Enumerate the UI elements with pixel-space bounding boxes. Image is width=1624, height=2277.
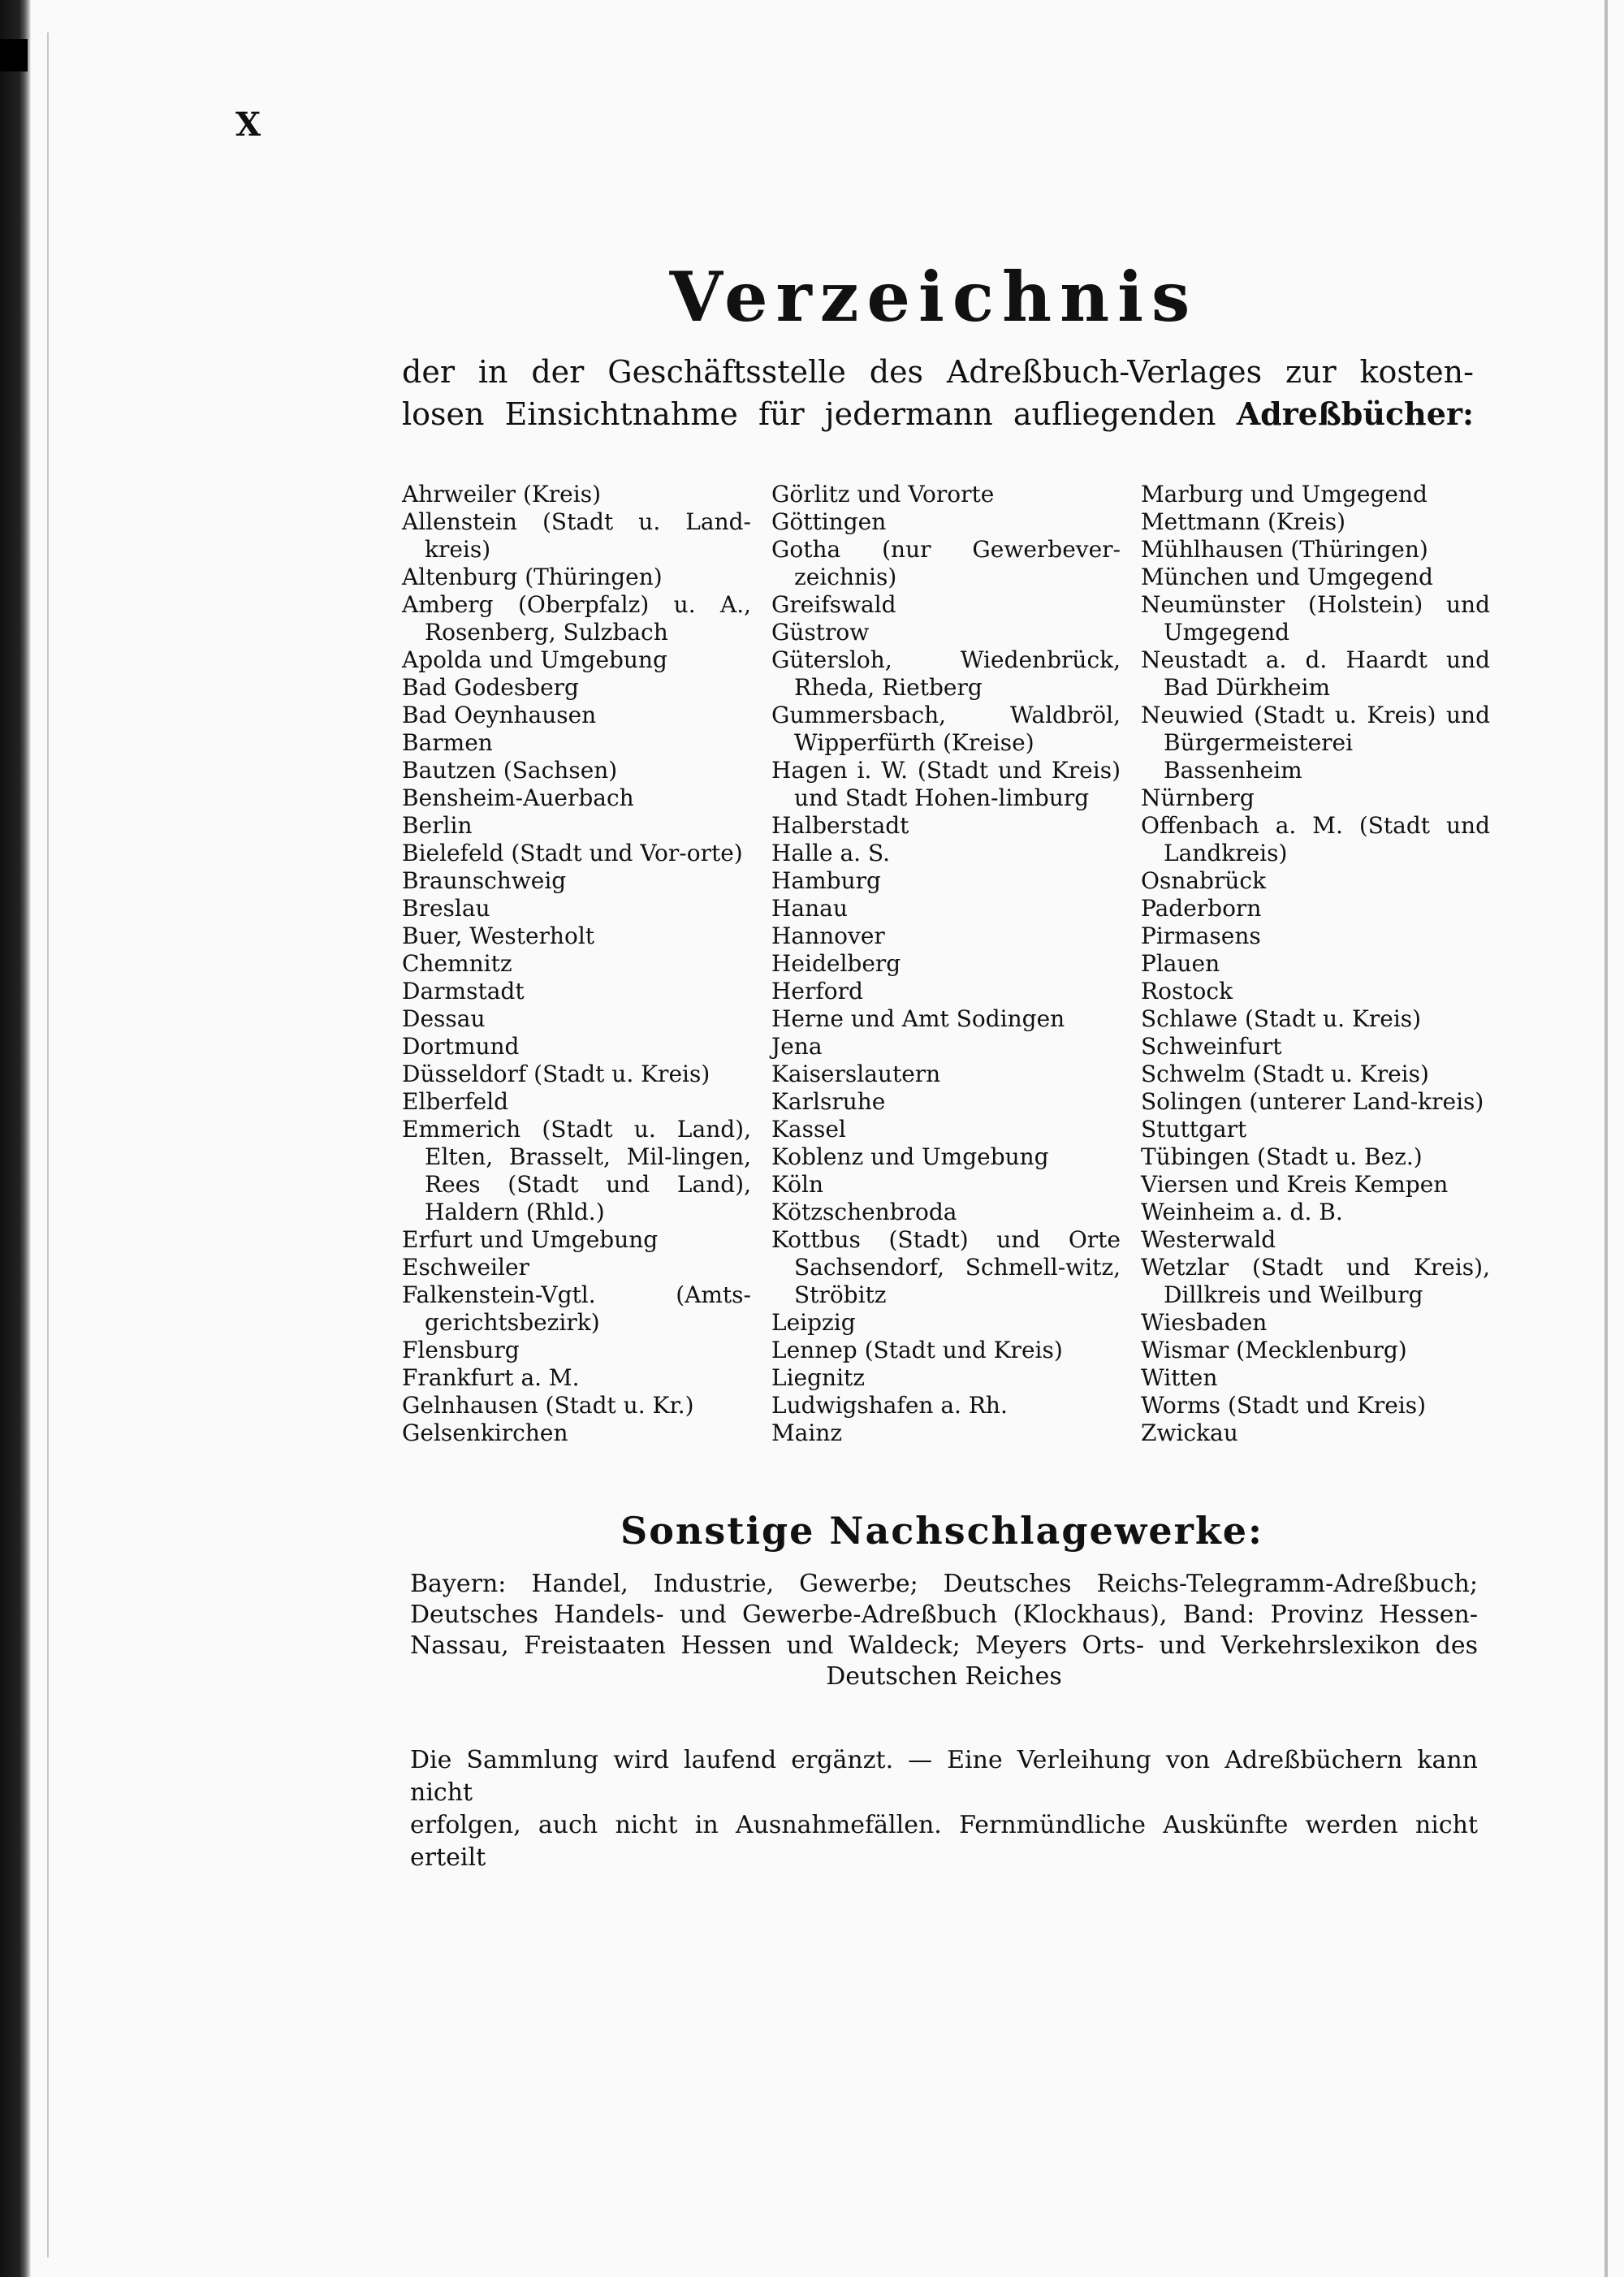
directory-entry: Viersen und Kreis Kempen [1141,1171,1449,1198]
directory-entry: Pirmasens [1141,922,1261,949]
directory-entry: Witten [1141,1364,1218,1391]
directory-entry: Darmstadt [402,978,525,1005]
directory-entry: Kötzschenbroda [771,1199,957,1225]
directory-entry: Nürnberg [1141,784,1255,811]
directory-entry: Neustadt a. d. Haardt und Bad Dürkheim [1141,646,1490,701]
directory-entry: München und Umgegend [1141,564,1433,590]
directory-entry: Kaiserslautern [771,1061,941,1087]
page-number: X [235,106,263,144]
directory-entry: Hamburg [771,867,881,894]
directory-entry: Erfurt und Umgebung [402,1226,659,1253]
directory-entry: Mettmann (Kreis) [1141,508,1345,535]
directory-entry: Bensheim-Auerbach [402,784,634,811]
directory-entry: Jena [771,1033,823,1060]
directory-entry: Göttingen [771,508,887,535]
directory-entry: Güstrow [771,619,870,646]
directory-entry: Elberfeld [402,1088,509,1115]
page-title: Verzeichnis [669,257,1199,337]
directory-entry: Görlitz und Vororte [771,481,995,508]
directory-entry: Bad Godesberg [402,674,579,701]
directory-entry: Amberg (Oberpfalz) u. A., Rosenberg, Sulzbach [402,591,751,646]
directory-entry: Gelnhausen (Stadt u. Kr.) [402,1392,694,1419]
directory-entry: Karlsruhe [771,1088,886,1115]
directory-entry: Dessau [402,1005,486,1032]
directory-entry: Flensburg [402,1337,520,1363]
directory-entry: Paderborn [1141,895,1262,922]
directory-entry: Greifswald [771,591,896,618]
directory-entry: Offenbach a. M. (Stadt und Landkreis) [1141,812,1490,866]
directory-entry: Westerwald [1141,1226,1276,1253]
directory-entry: Kassel [771,1116,846,1143]
subtitle-emphasis: Adreßbücher: [1236,395,1474,432]
directory-entry: Rostock [1141,978,1233,1005]
directory-entry: Tübingen (Stadt u. Bez.) [1141,1143,1423,1170]
other-works-text: Bayern: Handel, Industrie, Gewerbe; Deutsches Reichs-Telegramm-Adreßbuch; Deutsches Handels- und Gewerbe-Adreßbuch (Klockhaus), Band: Provinz Hessen-Nassau, Freistaaten Hessen und Waldeck; Meyers Orts- und Verkehrslexikon des Deutschen Reiches [410,1570,1478,1691]
directory-entry: Gummersbach, Waldbröl, Wipperfürth (Kreise) [771,702,1121,756]
directory-entry: Marburg und Umgegend [1141,481,1427,508]
directory-entry: Kottbus (Stadt) und Orte Sachsendorf, Schmell-witz, Ströbitz [771,1226,1121,1308]
directory-entry: Berlin [402,812,473,839]
directory-entry: Hannover [771,922,885,949]
directory-entry: Köln [771,1171,824,1198]
footer-note-line-1: Die Sammlung wird laufend ergänzt. — Eine Verleihung von Adreßbüchern kann nicht [410,1746,1478,1807]
directory-entry: Breslau [402,895,490,922]
directory-entry: Gütersloh, Wiedenbrück, Rheda, Rietberg [771,646,1121,701]
directory-entry: Barmen [402,729,493,756]
directory-entry: Schweinfurt [1141,1033,1282,1060]
directory-entry: Liegnitz [771,1364,866,1391]
other-works-heading: Sonstige Nachschlagewerke: [620,1509,1263,1553]
directory-entry: Gelsenkirchen [402,1419,568,1446]
directory-entry: Frankfurt a. M. [402,1364,580,1391]
directory-column-3 [1141,481,1490,1447]
binding-edge [0,0,31,2277]
directory-entry: Halberstadt [771,812,909,839]
directory-entry: Hanau [771,895,848,922]
directory-entry: Ludwigshafen a. Rh. [771,1392,1008,1419]
directory-entry: Ahrweiler (Kreis) [402,481,601,508]
directory-entry: Gotha (nur Gewerbever-zeichnis) [771,536,1121,590]
directory-entry: Altenburg (Thüringen) [402,564,663,590]
directory-entry: Emmerich (Stadt u. Land), Elten, Brasselt, Mil-lingen, Rees (Stadt und Land), Haldern (Rhld.) [402,1116,751,1225]
directory-entry: Falkenstein-Vgtl. (Amts-gerichtsbezirk) [402,1281,751,1336]
directory-entry: Neuwied (Stadt u. Kreis) und Bürgermeisterei Bassenheim [1141,702,1490,784]
directory-columns [402,481,1490,1480]
directory-entry: Bielefeld (Stadt und Vor-orte) [402,840,743,866]
directory-entry: Braunschweig [402,867,567,894]
directory-entry: Halle a. S. [771,840,891,866]
page-subtitle [402,351,1474,435]
directory-entry: Allenstein (Stadt u. Land-kreis) [402,508,751,563]
directory-entry: Stuttgart [1141,1116,1247,1143]
subtitle-line-2 [402,393,1474,435]
directory-entry: Buer, Westerholt [402,922,595,949]
directory-entry: Leipzig [771,1309,856,1336]
directory-entry: Hagen i. W. (Stadt und Kreis) und Stadt Hohen-limburg [771,757,1121,811]
directory-entry: Koblenz und Umgebung [771,1143,1049,1170]
directory-entry: Solingen (unterer Land-kreis) [1141,1088,1484,1115]
directory-entry: Lennep (Stadt und Kreis) [771,1337,1063,1363]
directory-entry: Herne und Amt Sodingen [771,1005,1065,1032]
directory-entry: Wismar (Mecklenburg) [1141,1337,1407,1363]
directory-entry: Heidelberg [771,950,901,977]
directory-entry: Schwelm (Stadt u. Kreis) [1141,1061,1429,1087]
directory-entry: Herford [771,978,863,1005]
directory-entry: Wiesbaden [1141,1309,1268,1336]
directory-entry: Eschweiler [402,1254,529,1281]
directory-entry: Plauen [1141,950,1220,977]
directory-entry: Wetzlar (Stadt und Kreis), Dillkreis und Weilburg [1141,1254,1490,1308]
directory-column-2 [771,481,1121,1447]
directory-entry: Neumünster (Holstein) und Umgegend [1141,591,1490,646]
directory-entry: Mühlhausen (Thüringen) [1141,536,1428,563]
binding-mark [0,39,28,71]
directory-entry: Schlawe (Stadt u. Kreis) [1141,1005,1422,1032]
directory-entry: Bautzen (Sachsen) [402,757,618,784]
directory-entry: Weinheim a. d. B. [1141,1199,1343,1225]
subtitle-line-2-text: losen Einsichtnahme für jedermann aufliegenden [402,396,1237,432]
page-inner-edge [47,32,49,2258]
directory-entry: Apolda und Umgebung [402,646,667,673]
subtitle-line-1: der in der Geschäftsstelle des Adreßbuch-Verlages zur kosten- [402,354,1474,390]
directory-entry: Bad Oeynhausen [402,702,597,728]
footer-note-line-2: erfolgen, auch nicht in Ausnahmefällen. Fernmündliche Auskünfte werden nicht erteilt [410,1811,1478,1872]
directory-entry: Osnabrück [1141,867,1267,894]
directory-entry: Dortmund [402,1033,520,1060]
directory-entry: Düsseldorf (Stadt u. Kreis) [402,1061,710,1087]
directory-entry: Chemnitz [402,950,512,977]
footer-note [410,1744,1478,1874]
page-right-edge [1605,0,1608,2277]
directory-column-1 [402,481,751,1447]
directory-entry: Mainz [771,1419,843,1446]
directory-entry: Zwickau [1141,1419,1238,1446]
directory-entry: Worms (Stadt und Kreis) [1141,1392,1427,1419]
